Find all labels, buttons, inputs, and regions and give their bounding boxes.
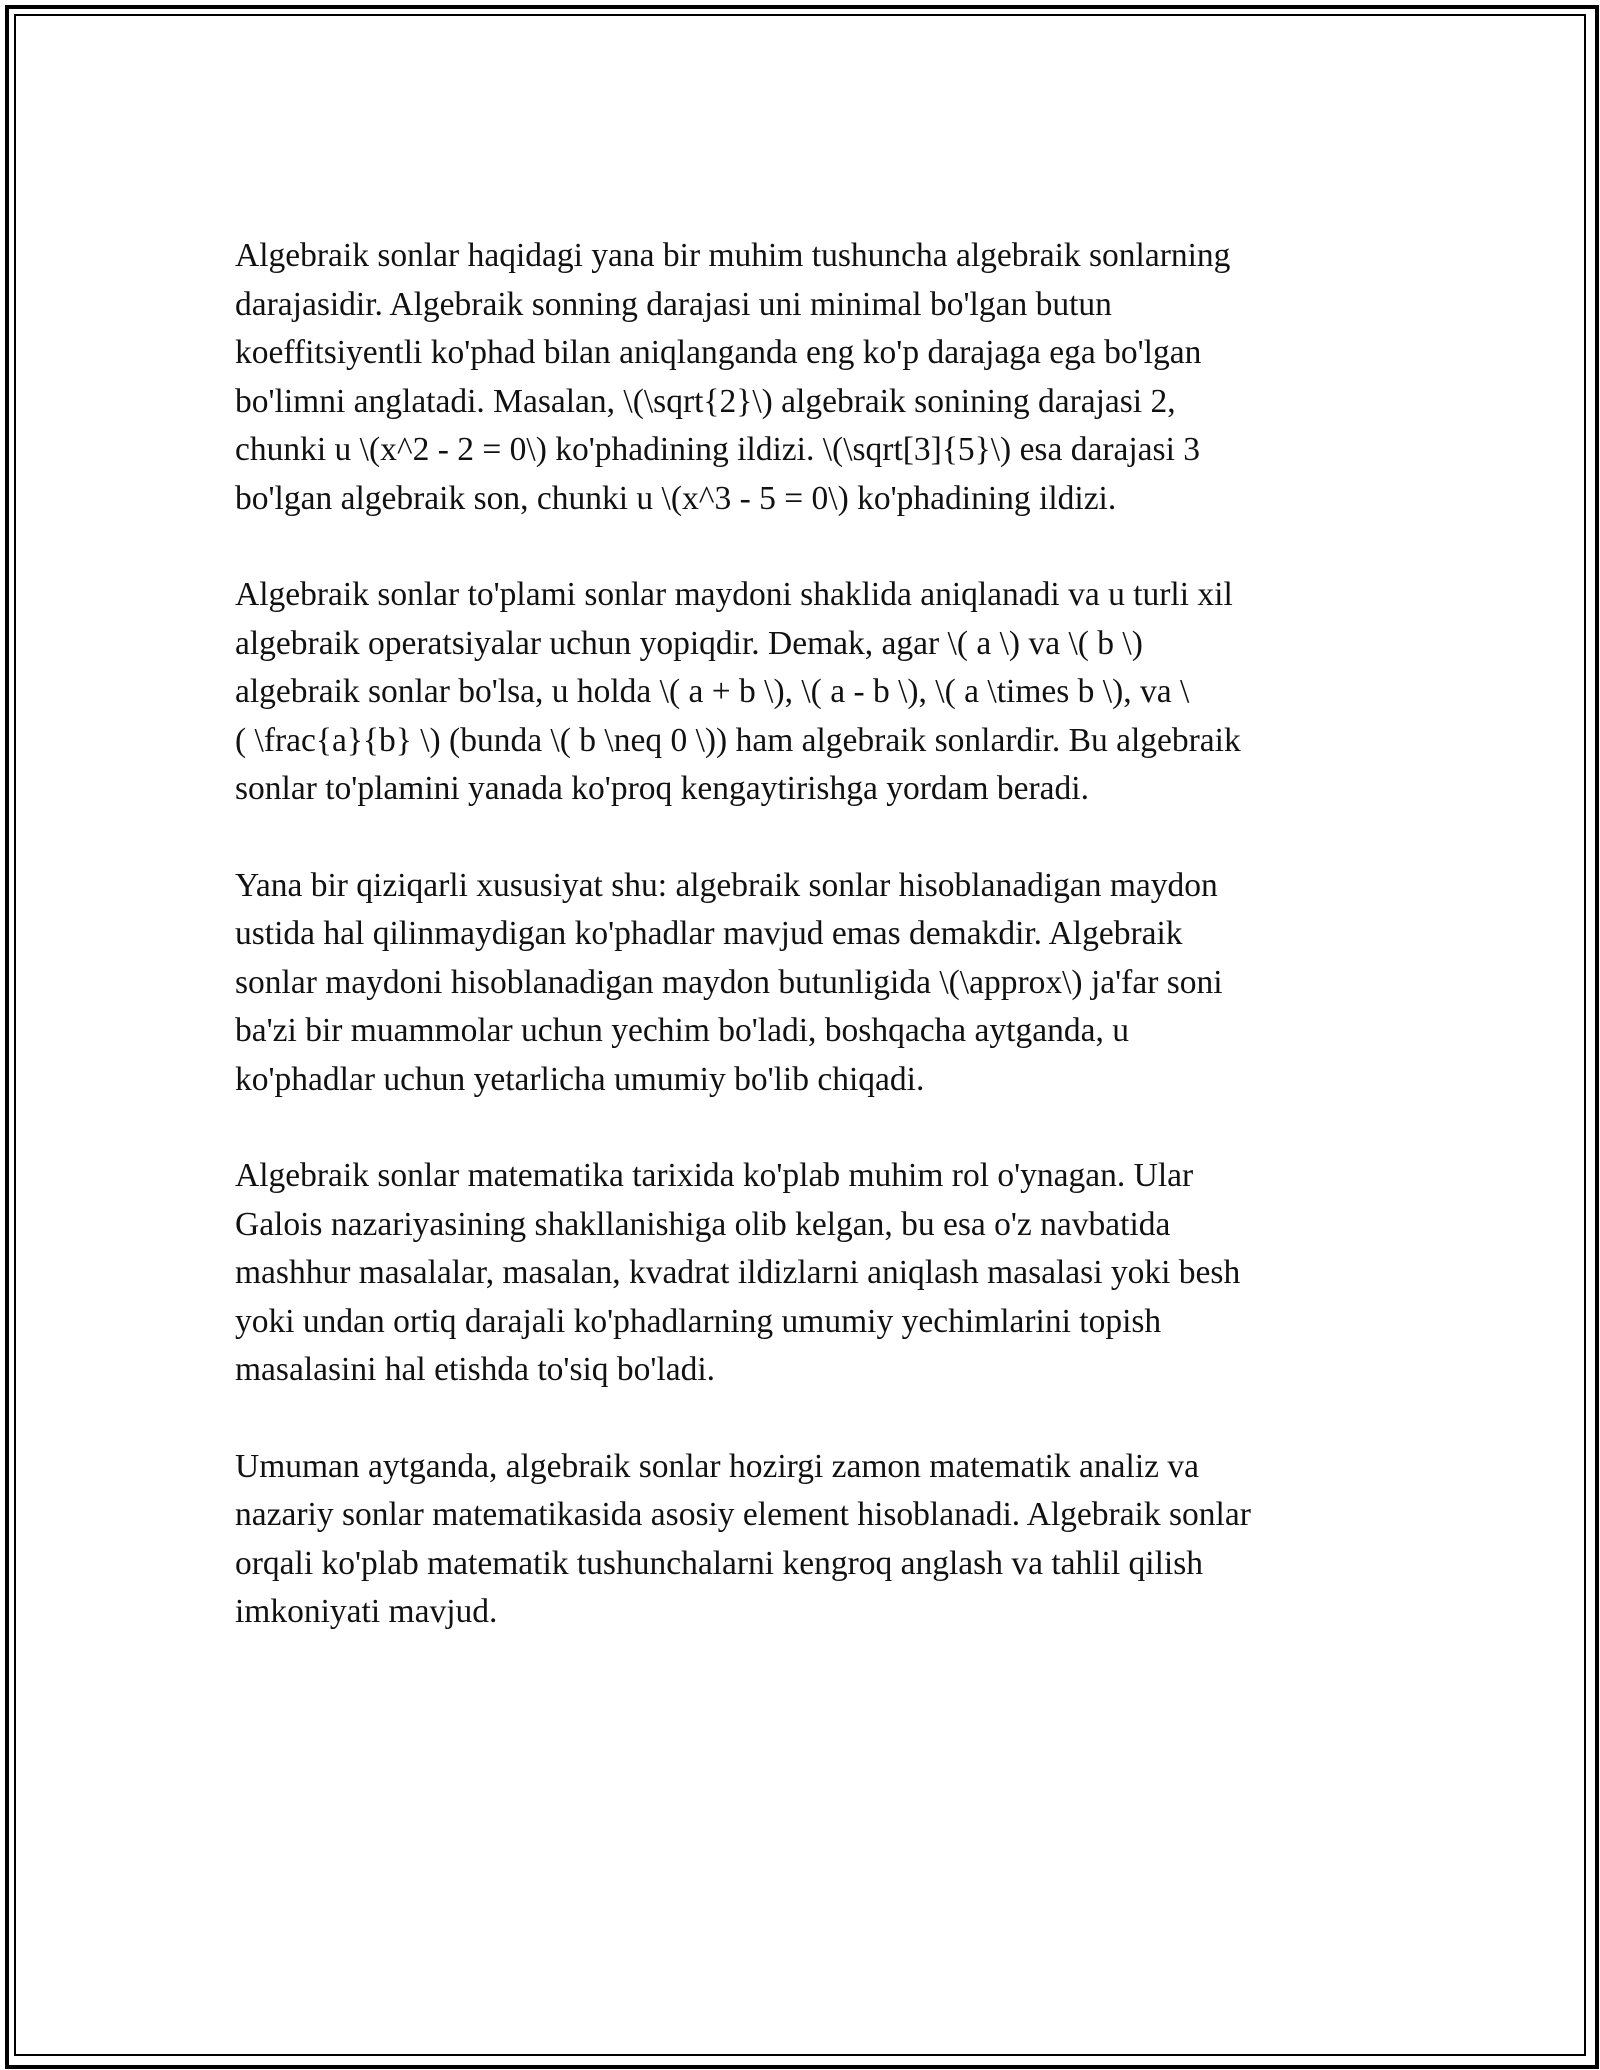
paragraph-history: Algebraik sonlar matematika tarixida ko'plab muhim rol o'ynagan. Ular Galois nazariyasining shakllanishiga olib kelgan, bu esa o'z navbatida mashhur masalalar, masalan, kvadrat ildizlarni aniqlash masalasi yoki besh yoki undan ortiq darajali ko'phadlarning umumiy yechimlarini topish masalasini hal etishda to'siq bo'ladi. bbox=[235, 1157, 1241, 1388]
paragraph-property: Yana bir qiziqarli xususiyat shu: algebraik sonlar hisoblanadigan maydon ustida hal qilinmaydigan ko'phadlar mavjud emas demakdir. Algebraik sonlar maydoni hisoblanadigan maydon butunligida \(\approx\) ja'far soni ba'zi bir muammolar uchun yechim bo'ladi, boshqacha aytganda, u ko'phadlar uchun yetarlicha umumiy bo'lib chiqadi. bbox=[235, 866, 1223, 1098]
document-body bbox=[235, 232, 1365, 1685]
paragraph-summary: Umuman aytganda, algebraik sonlar hozirgi zamon matematik analiz va nazariy sonlar matematikasida asosiy element hisoblanadi. Algebraik sonlar orqali ko'plab matematik tushunchalarni kengroq anglash va tahlil qilish imkoniyati mavjud. bbox=[235, 1447, 1251, 1630]
paragraph-degree: Algebraik sonlar haqidagi yana bir muhim tushuncha algebraik sonlarning darajasidir. Algebraik sonning darajasi uni minimal bo'lgan butun koeffitsiyentli ko'phad bilan aniqlanganda eng ko'p darajaga ega bo'lgan bo'limni anglatadi. Masalan, \(\sqrt{2}\) algebraik sonining darajasi 2, chunki u \(x^2 - 2 = 0\) ko'phadining ildizi. \(\sqrt[3]{5}\) esa darajasi 3 bo'lgan algebraik son, chunki u \(x^3 - 5 = 0\) ko'phadining ildizi. bbox=[235, 237, 1231, 517]
paragraph-field: Algebraik sonlar to'plami sonlar maydoni shaklida aniqlanadi va u turli xil algebraik operatsiyalar uchun yopiqdir. Demak, agar \( a \) va \( b \) algebraik sonlar bo'lsa, u holda \( a + b \), \( a - b \), \( a \times b \), va \ ( \frac{a}{b} \) (bunda \( b \neq 0 \)) ham algebraik sonlardir. Bu algebraik sonlar to'plamini yanada ko'proq kengaytirishga yordam beradi. bbox=[235, 576, 1241, 807]
